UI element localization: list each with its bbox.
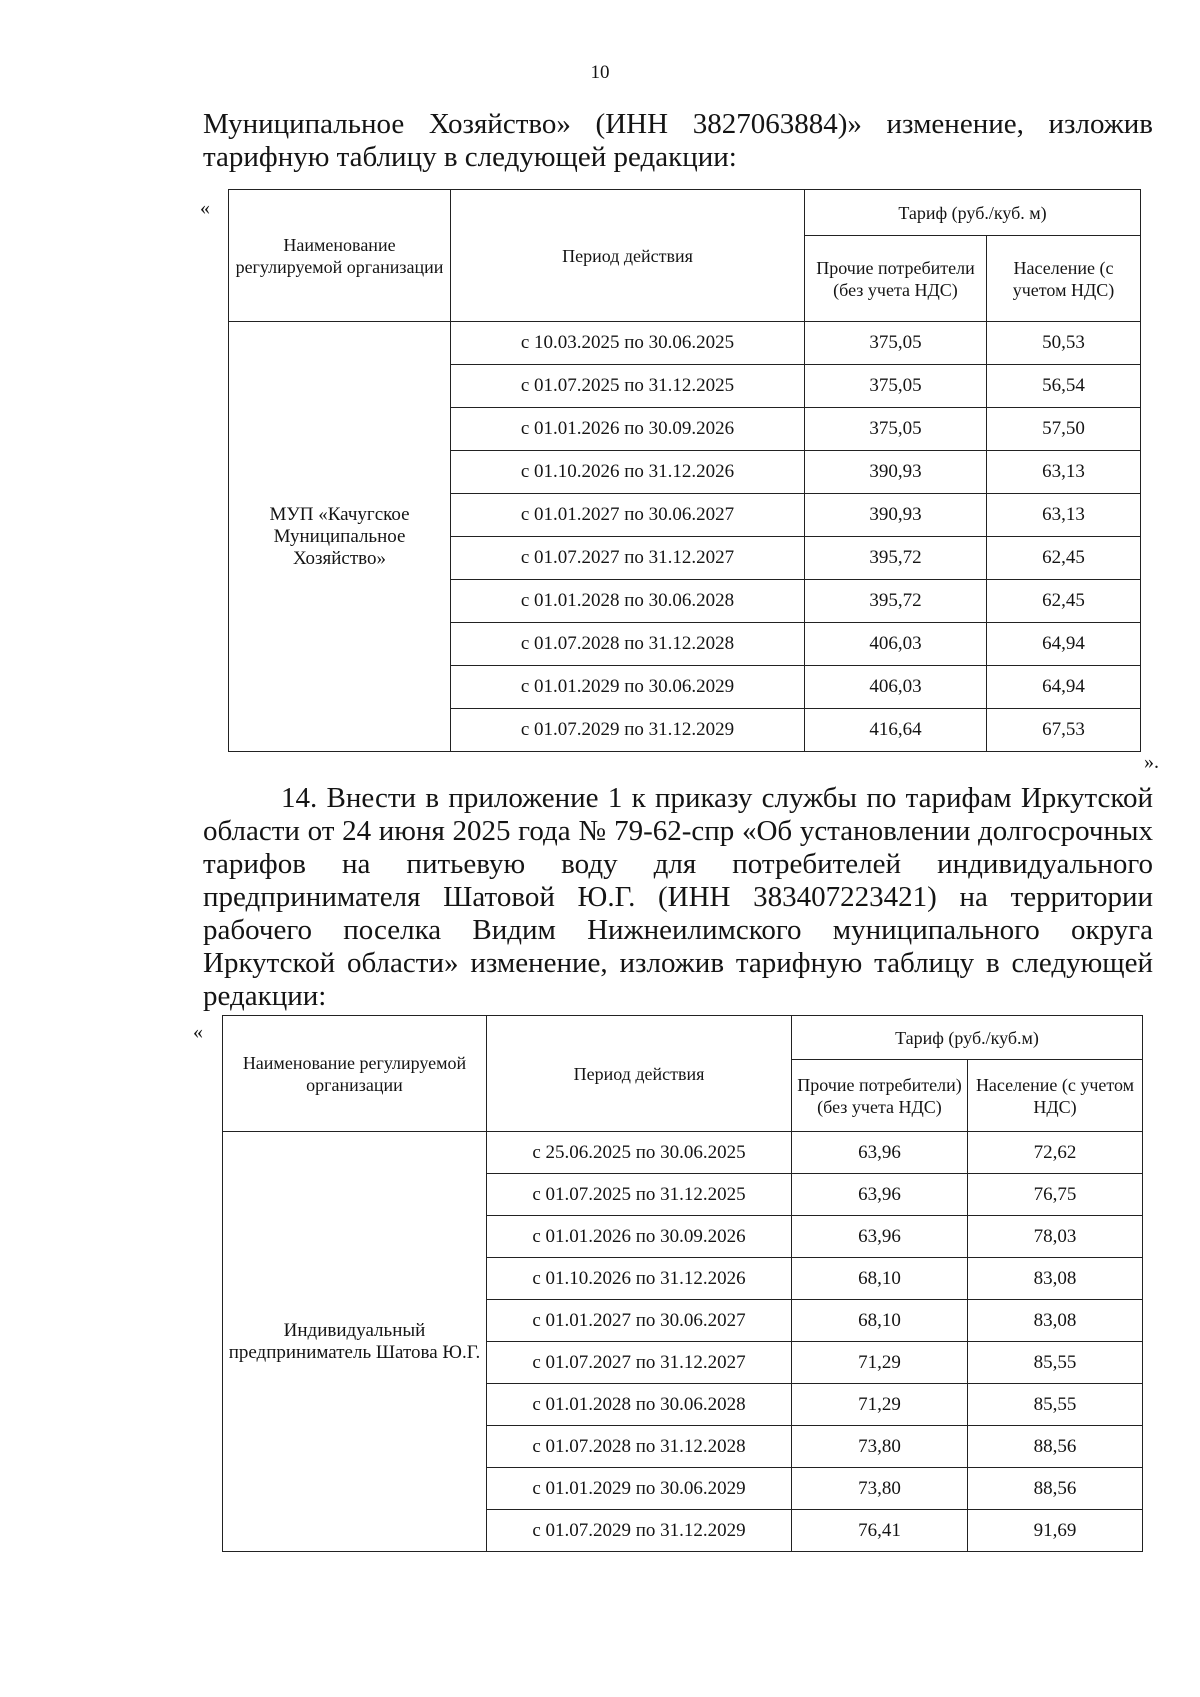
population-cell: 85,55 (968, 1342, 1143, 1384)
period-cell: с 01.07.2025 по 31.12.2025 (451, 365, 805, 408)
period-cell: с 25.06.2025 по 30.06.2025 (487, 1132, 792, 1174)
other-consumers-cell: 375,05 (805, 408, 987, 451)
table2-organization: Индивидуальный предприниматель Шатова Ю.Г. (223, 1132, 487, 1552)
population-cell: 50,53 (987, 322, 1141, 365)
population-cell: 83,08 (968, 1300, 1143, 1342)
other-consumers-cell: 375,05 (805, 322, 987, 365)
population-cell: 62,45 (987, 537, 1141, 580)
table-row (229, 322, 1141, 365)
period-cell: с 01.01.2027 по 30.06.2027 (487, 1300, 792, 1342)
table2-header-other: Прочие потребители) (без учета НДС) (792, 1060, 968, 1132)
table2-open-quote: « (193, 1021, 203, 1043)
table2-header-tariff: Тариф (руб./куб.м) (792, 1016, 1143, 1060)
population-cell: 63,13 (987, 494, 1141, 537)
other-consumers-cell: 375,05 (805, 365, 987, 408)
population-cell: 67,53 (987, 709, 1141, 752)
table-row (223, 1132, 1143, 1174)
other-consumers-cell: 63,96 (792, 1132, 968, 1174)
period-cell: с 01.01.2026 по 30.09.2026 (451, 408, 805, 451)
other-consumers-cell: 390,93 (805, 451, 987, 494)
population-cell: 76,75 (968, 1174, 1143, 1216)
other-consumers-cell: 416,64 (805, 709, 987, 752)
population-cell: 78,03 (968, 1216, 1143, 1258)
period-cell: с 01.01.2029 по 30.06.2029 (487, 1468, 792, 1510)
period-cell: с 01.10.2026 по 31.12.2026 (487, 1258, 792, 1300)
other-consumers-cell: 73,80 (792, 1426, 968, 1468)
other-consumers-cell: 390,93 (805, 494, 987, 537)
table1-header-other: Прочие потребители (без учета НДС) (805, 236, 987, 322)
population-cell: 88,56 (968, 1468, 1143, 1510)
table1-close-quote: ». (1144, 751, 1159, 773)
other-consumers-cell: 406,03 (805, 623, 987, 666)
other-consumers-cell: 68,10 (792, 1258, 968, 1300)
table2-header-population: Население (с учетом НДС) (968, 1060, 1143, 1132)
population-cell: 85,55 (968, 1384, 1143, 1426)
period-cell: с 01.07.2027 по 31.12.2027 (487, 1342, 792, 1384)
population-cell: 57,50 (987, 408, 1141, 451)
population-cell: 83,08 (968, 1258, 1143, 1300)
other-consumers-cell: 395,72 (805, 580, 987, 623)
table2-header-org: Наименование регулируемой организации (223, 1016, 487, 1132)
population-cell: 88,56 (968, 1426, 1143, 1468)
period-cell: с 01.01.2028 по 30.06.2028 (487, 1384, 792, 1426)
period-cell: с 01.07.2025 по 31.12.2025 (487, 1174, 792, 1216)
table1-open-quote: « (200, 197, 210, 219)
period-cell: с 01.07.2029 по 31.12.2029 (451, 709, 805, 752)
intro-paragraph: Муниципальное Хозяйство» (ИНН 3827063884)» изменение, изложив тарифную таблицу в следующей редакции: (203, 108, 1153, 173)
period-cell: с 01.10.2026 по 31.12.2026 (451, 451, 805, 494)
period-cell: с 10.03.2025 по 30.06.2025 (451, 322, 805, 365)
table2-header-period: Период действия (487, 1016, 792, 1132)
population-cell: 72,62 (968, 1132, 1143, 1174)
other-consumers-cell: 63,96 (792, 1174, 968, 1216)
other-consumers-cell: 395,72 (805, 537, 987, 580)
other-consumers-cell: 406,03 (805, 666, 987, 709)
table1-header-tariff: Тариф (руб./куб. м) (805, 190, 1141, 236)
table1-header-org: Наименование регулируемой организации (229, 190, 451, 322)
period-cell: с 01.01.2026 по 30.09.2026 (487, 1216, 792, 1258)
table1-header-period: Период действия (451, 190, 805, 322)
other-consumers-cell: 73,80 (792, 1468, 968, 1510)
population-cell: 64,94 (987, 623, 1141, 666)
tariff-table-2 (222, 1015, 1143, 1552)
period-cell: с 01.01.2027 по 30.06.2027 (451, 494, 805, 537)
table1-organization: МУП «Качугское Муниципальное Хозяйство» (229, 322, 451, 752)
population-cell: 63,13 (987, 451, 1141, 494)
population-cell: 91,69 (968, 1510, 1143, 1552)
period-cell: с 01.01.2028 по 30.06.2028 (451, 580, 805, 623)
period-cell: с 01.07.2028 по 31.12.2028 (487, 1426, 792, 1468)
population-cell: 56,54 (987, 365, 1141, 408)
other-consumers-cell: 71,29 (792, 1384, 968, 1426)
other-consumers-cell: 76,41 (792, 1510, 968, 1552)
other-consumers-cell: 68,10 (792, 1300, 968, 1342)
population-cell: 62,45 (987, 580, 1141, 623)
item-14-paragraph: 14. Внести в приложение 1 к приказу службы по тарифам Иркутской области от 24 июня 2025 года № 79-62-спр «Об установлении долгосрочных тарифов на питьевую воду для потребителей индивидуального предпринимателя Шатовой Ю.Г. (ИНН 383407223421) на территории рабочего поселка Видим Нижнеилимского муниципального округа Иркутской области» изменение, изложив тарифную таблицу в следующей редакции: (203, 782, 1153, 1012)
period-cell: с 01.07.2029 по 31.12.2029 (487, 1510, 792, 1552)
population-cell: 64,94 (987, 666, 1141, 709)
other-consumers-cell: 71,29 (792, 1342, 968, 1384)
other-consumers-cell: 63,96 (792, 1216, 968, 1258)
table1-header-population: Население (с учетом НДС) (987, 236, 1141, 322)
period-cell: с 01.07.2027 по 31.12.2027 (451, 537, 805, 580)
tariff-table-1 (228, 189, 1141, 752)
page-number: 10 (590, 62, 610, 83)
period-cell: с 01.01.2029 по 30.06.2029 (451, 666, 805, 709)
period-cell: с 01.07.2028 по 31.12.2028 (451, 623, 805, 666)
